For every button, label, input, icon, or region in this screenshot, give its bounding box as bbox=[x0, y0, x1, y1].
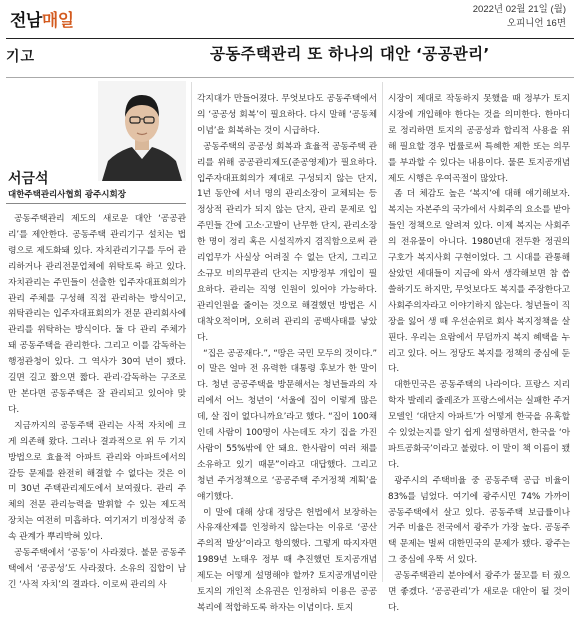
article-column-1 bbox=[8, 212, 186, 590]
paragraph: 좀 더 체감도 높은 ‘복지’에 대해 얘기해보자. 복지는 자본주의 국가에서 사회주의 요소를 받아들인 정책으로 알려져 있다. 이제 복지는 사회주의 전유물이 아니다. 1980년대 전두환 정권의 구호가 복지사회 구현이었다. 그 시대를 관통해 살았던 세대들이 지금에 와서 생각해보면 참 씁쓸하기도 하지만, 무엇보다도 복지를 주장한다고 사회주의자라고 이야기하지 않는다. 청년들이 직장을 잃어 생 때 우선순위로 회사 복지정책을 살핀다. 우리는 요람에서 무덤까지 복지 혜택을 누리고 있다. 어느 정당도 복지를 정책의 중심에 둔다. bbox=[388, 189, 570, 375]
section-label: 기고 bbox=[6, 49, 36, 65]
article-column-3 bbox=[388, 92, 570, 613]
paragraph: 공동주택관리 제도의 새로운 대안 ‘공공관리’를 제안한다. 공동주택 관리기구 설치는 법령으로 제도화돼 있다. 자치관리기구를 두어 관리하거나 관리전문업체에 위탁토록 하고 있다. 자치관리는 주민들이 선출한 입주자대표회의가 관리 주체를 구성해 직접 관리하는 방식이고, 위탁관리는 입주자대표회의가 전문 관리회사에 관리를 위탁하는 방식이다. 둘 다 관리 주체가 돼 공동주택을 관리한다. 그리고 이를 감독하는 행정관청이 있다. 그 역사가 30여 년이 됐다. 길면 길고 짧으면 짧다. 관리·감독하는 구조로만 본다면 공동주택은 잘 관리되고 있어야 맞다. bbox=[8, 214, 186, 415]
column-divider bbox=[382, 82, 383, 582]
paragraph: 공동주택의 공공성 회복과 효율적 공동주택 관리를 위해 공공관리제도(준공영제)가 필요하다. 입주자대표회의가 제대로 구성되지 않는 단지, 1년 동안에 서너 명의 관리소장이 교체되는 등 정상적 관리가 되지 않는 단지, 관리 문제로 입주민들 간에 고소·고발이 난무한 단지, 관리소장 한 명이 정리 혹은 시설직까지 겸직함으로써 관리업무가 사실상 어려질 수 없는 단지, 그리고 소규모 비의무관리 단지는 지방정부 개입이 필요하다. 관리는 직영 인원이 있어야 가능하다. 관리인원을 줄이는 것으로 해결했던 방법은 시대착오적이며, 오히려 관리의 공백사태를 낳았다. bbox=[197, 141, 377, 343]
paragraph: 지금까지의 공동주택 관리는 사적 자치에 크게 의존해 왔다. 그러나 결과적으로 위 두 기지 방법으로 효율적 아파트 관리와 아파트에서의 갈등 문제를 완전히 해결할 수 없다는 것은 이미 30년 주택관리제도에서 보여줬다. 관리 주체의 전문 관리능력을 발휘할 수 있는 제도적 장치는 여전히 미흡하다. 여기저기 비정상적 종속 관계가 뿌리박혀 있다. bbox=[8, 420, 186, 543]
newspaper-logo bbox=[10, 6, 74, 31]
paragraph: 공동주택에서 ‘공동’이 사라졌다. 불문 공동주택에서 ‘공공성’도 사라졌다. 소유의 집합이 남긴 ‘사적 자치’의 결과다. 이로써 관리의 사 bbox=[8, 548, 186, 590]
page-label: 오피니언 16면 bbox=[506, 18, 566, 29]
logo-text-accent: 매일 bbox=[41, 11, 74, 31]
author-title: 대한주택관리사협회 광주시회장 bbox=[8, 190, 126, 200]
paragraph: 이 말에 대해 상대 정당은 헌법에서 보장하는 사유재산제를 인정하지 않는다는 이유로 ‘공산주의적 발상’이라고 항의했다. 그렇게 따지자면 1989년 노태우 정부 때 추진했던 토지공개념 제도는 어떻게 설명해야 할까? 토지공개념이란 토지의 개인적 소유권은 인정하되 이용은 공공복리에 적합하도록 하자는 이념이다. 토지 bbox=[197, 507, 377, 613]
author-photo bbox=[98, 81, 186, 181]
logo-text-main: 전남 bbox=[10, 11, 42, 31]
paragraph: 시장이 제대로 작동하지 못했을 때 정부가 토지시장에 개입해야 한다는 것을 의미한다. 한마디로 정리하면 토지의 공공성과 합리적 사용을 위해 필요할 경우 법률로써 특혜한 제한 또는 의무를 부과할 수 있다는 내용이다. 물론 토지공개념 제도 시행은 우여곡절이 많았다. bbox=[388, 94, 570, 184]
column-divider bbox=[191, 82, 192, 582]
article-headline: 공동주택관리 또 하나의 대안 ‘공공관리’ bbox=[210, 45, 490, 63]
paragraph: 각지대가 만들어졌다. 무엇보다도 공동주택에서의 ‘공공성 회복’이 필요하다. 다시 말해 ‘공동체 이념’을 회복하는 것이 시급하다. bbox=[197, 94, 377, 136]
top-divider bbox=[6, 38, 574, 39]
paragraph: 광주시의 주택비율 중 공동주택 공급 비율이 83%를 넘었다. 여기에 광주시민 74% 가까이 공동주택에서 살고 있다. 공동주택 보급률이나 거주 비율은 전국에서 광주가 가장 높다. 공동주택 문제는 벌써 대한민국의 문제가 됐다. 광주는 그 중심에 우뚝 서 있다. bbox=[388, 475, 570, 566]
dateline bbox=[473, 3, 566, 31]
paragraph: “집은 공공재다.”, “땅은 국민 모두의 것이다.” 이 말은 얼마 전 유력한 대통령 후보가 한 말이다. 청년 공공주택을 방문해서는 청년들과의 자리에서 어느 청년이 ‘서울에 집이 이렇게 많은데, 살 집이 없다니까요’라고 했다. “집이 100채인데 사람이 100명이 사는데도 자기 집을 가진 사람이 55%밖에 안 돼요. 한사람이 여러 채를 소유하고 있기 때문”이라고 대답했다. 그리고 청년 주거정책으로 ‘공공주택 주거정책 계획’을 얘기했다. bbox=[197, 348, 377, 502]
publish-date: 2022년 02월 21일 (월) bbox=[472, 4, 566, 15]
byline-divider bbox=[6, 203, 186, 204]
paragraph: 공동주택관리 분야에서 광주가 물꼬를 터 줬으면 좋겠다. ‘공공관리’가 새로운 대안이 될 것이다. bbox=[388, 571, 570, 613]
author-name: 서금석 bbox=[8, 171, 49, 187]
headline-divider bbox=[6, 77, 574, 78]
paragraph: 대한민국은 공동주택의 나라이다. 프랑스 지리학자 발레리 줄레조가 프랑스에서는 실패한 주거모델인 ‘대단지 아파트’가 어떻게 한국을 유혹할 수 있었는지를 알기 쉽게 설명하면서, 한국을 ‘아파트공화국’이라고 불렀다. 이 말이 책 이름이 됐다. bbox=[388, 380, 570, 470]
article-column-2 bbox=[197, 92, 377, 613]
